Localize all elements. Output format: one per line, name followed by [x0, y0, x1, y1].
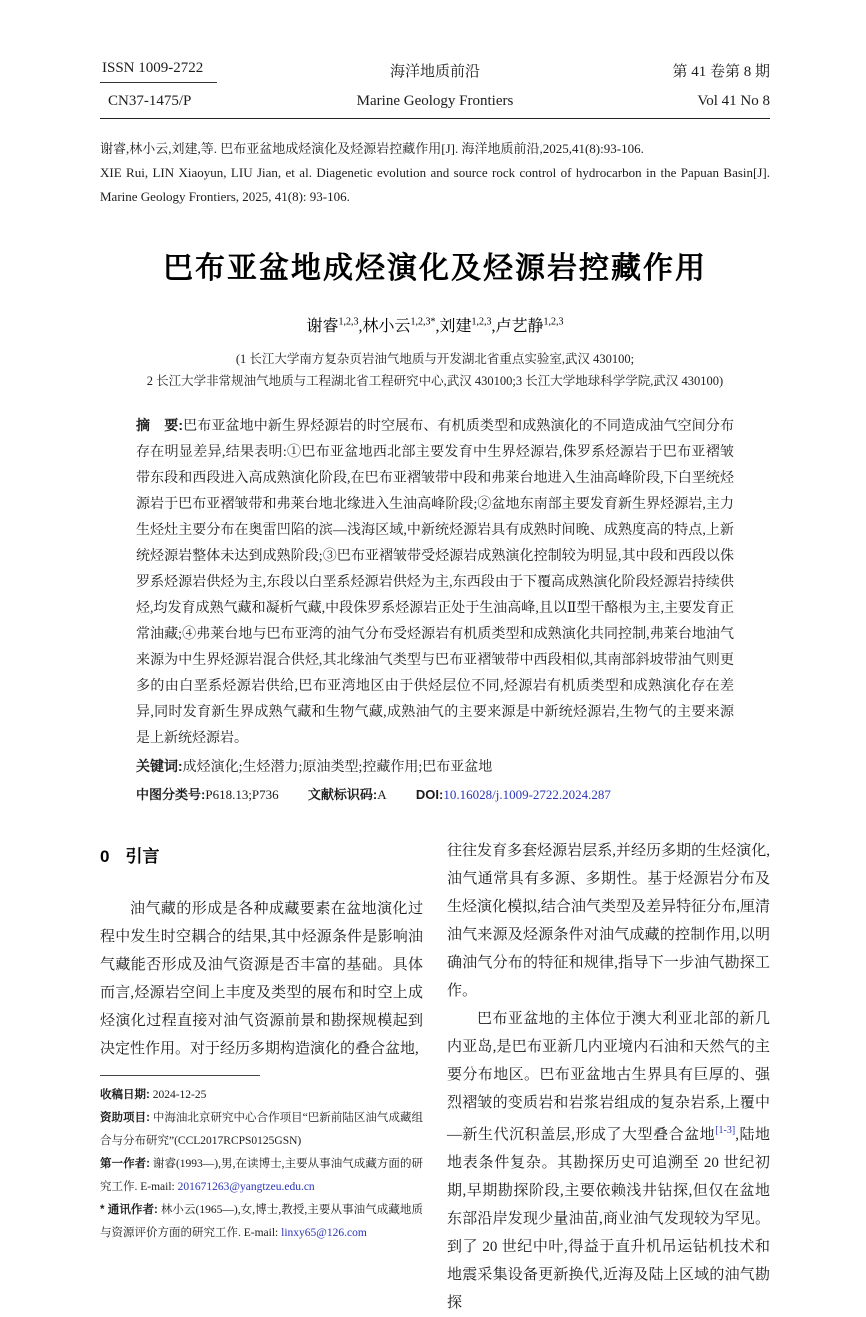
- section-heading-intro: [100, 843, 423, 871]
- abstract: [136, 412, 734, 752]
- doi-label: DOI:: [415, 787, 444, 802]
- corresponding-author-text: 林小云(1965—),女,博士,教授,主要从事油气成藏地质与资源评价方面的研究工作. E-mail:: [100, 1204, 424, 1239]
- body-columns: [100, 837, 770, 1317]
- author-separator: ,: [435, 318, 440, 335]
- footnote-corresponding-author: [100, 1199, 423, 1245]
- footnote-received: [100, 1084, 423, 1107]
- keywords-line: [136, 754, 734, 780]
- journal-header: [100, 60, 770, 110]
- doi-group: [416, 787, 611, 802]
- corresponding-author-email[interactable]: linxy65@126.com: [281, 1227, 367, 1239]
- author-name: 谢睿: [306, 318, 339, 335]
- received-date: 2024-12-25: [152, 1089, 207, 1101]
- abstract-label: 摘 要:: [136, 417, 184, 433]
- body-paragraph-continuation: 往往发育多套烃源岩层系,并经历多期的生烃演化,油气通常具有多源、多期性。基于烃源岩分布及生烃演化模拟,结合油气类型及差异特征分布,厘清油气来源及烃源条件对油气成藏的控制作用,以明确油气分布的特征和规律,指导下一步油气勘探工作。: [447, 843, 770, 999]
- paper-title: 巴布亚盆地成烃演化及烃源岩控藏作用: [163, 252, 707, 285]
- body-paragraph-basin: [447, 1005, 770, 1317]
- paragraph-text: ,陆地地表条件复杂。其勘探历史可追溯至 20 世纪初期,早期勘探阶段,主要依赖浅井钻探,但仅在盆地东部沿岸发现少量油苗,商业油气发现较为罕见。到了 20 世纪中叶,得益于直升机吊运钻机技术和地震采集设备更新换代,近海及陆上区域的油气勘探: [447, 1127, 770, 1311]
- citation-block: [100, 137, 770, 209]
- footnote-divider: [100, 1075, 260, 1076]
- clc-value: P618.13;P736: [205, 787, 279, 802]
- affiliations: [100, 348, 770, 392]
- footnote-fund: [100, 1107, 423, 1153]
- received-label: 收稿日期:: [100, 1089, 150, 1101]
- fund-text: 中海油北京研究中心合作项目“巴新前陆区油气成藏组合与分布研究”(CCL2017RCPS0125GSN): [100, 1112, 423, 1147]
- author-line: [100, 313, 770, 336]
- doc-code-group: [308, 787, 387, 802]
- issn-number: ISSN 1009-2722: [100, 60, 217, 83]
- affiliation-line: 2 长江大学非常规油气地质与工程湖北省工程研究中心,武汉 430100;3 长江大学地球科学学院,武汉 430100): [146, 374, 724, 388]
- footnote-first-author: [100, 1153, 423, 1199]
- author-name: 刘建: [439, 318, 472, 335]
- author-affil-sup: 1,2,3: [471, 316, 492, 328]
- clc-label: 中图分类号:: [136, 787, 206, 802]
- doc-code-value: A: [377, 787, 387, 802]
- doc-code-label: 文献标识码:: [307, 787, 378, 802]
- header-rule: [100, 118, 770, 119]
- intro-paragraph: 油气藏的形成是各种成藏要素在盆地演化过程中发生时空耦合的结果,其中烃源条件是影响油气藏能否形成及油气资源是否丰富的基础。具体而言,烃源岩空间上丰度及类型的展布和时空上成烃演化过程直接对油气资源前景和勘探规模起到决定性作用。对于经历多期构造演化的叠合盆地,: [100, 901, 423, 1057]
- section-title: 引言: [125, 847, 160, 866]
- footnote-block: [100, 1084, 423, 1245]
- author-affil-sup: 1,2,3: [543, 316, 564, 328]
- header-left: [100, 60, 270, 110]
- author-name: 林小云: [362, 318, 411, 335]
- author-separator: ,: [491, 318, 496, 335]
- volume-issue-cn: 第 41 卷第 8 期: [672, 64, 770, 80]
- first-author-label: 第一作者:: [100, 1158, 150, 1170]
- citation-chinese: 谢睿,林小云,刘建,等. 巴布亚盆地成烃演化及烃源岩控藏作用[J]. 海洋地质前沿,2025,41(8):93-106.: [100, 141, 644, 156]
- corresponding-author-label: * 通讯作者:: [100, 1204, 158, 1216]
- author-name: 卢艺静: [495, 318, 544, 335]
- reference-citation-sup[interactable]: [1-3]: [715, 1125, 736, 1136]
- meta-line: [136, 782, 734, 807]
- right-column: [447, 837, 770, 1317]
- journal-name-cn: 海洋地质前沿: [389, 64, 480, 80]
- header-center: [270, 60, 600, 110]
- first-author-text: 谢睿(1993—),男,在读博士,主要从事油气成藏方面的研究工作. E-mail:: [100, 1158, 423, 1193]
- left-column: [100, 837, 423, 1317]
- first-author-email[interactable]: 201671263@yangtzeu.edu.cn: [177, 1181, 315, 1193]
- author-affil-sup: 1,2,3: [338, 316, 359, 328]
- author-affil-sup: 1,2,3*: [410, 316, 436, 328]
- keywords-label: 关键词:: [136, 758, 183, 774]
- paragraph-text: 巴布亚盆地的主体位于澳大利亚北部的新几内亚岛,是巴布亚新几内亚境内石油和天然气的主要分布地区。巴布亚盆地古生界具有巨厚的、强烈褶皱的变质岩和岩浆岩组成的复杂岩系,上覆中—新生代沉积盖层,形成了大型叠合盆地: [447, 1011, 770, 1143]
- citation-english: XIE Rui, LIN Xiaoyun, LIU Jian, et al. Diagenetic evolution and source rock control of hydrocarbon in the Papuan Basin[J]. Marine Geology Frontiers, 2025, 41(8): 93-106.: [100, 165, 770, 204]
- cn-number: CN37-1475/P: [108, 93, 192, 109]
- header-right: [600, 60, 770, 110]
- author-separator: ,: [358, 318, 363, 335]
- clc-group: [136, 787, 279, 802]
- abstract-text: 巴布亚盆地中新生界烃源岩的时空展布、有机质类型和成熟演化的不同造成油气空间分布存在明显差异,结果表明:①巴布亚盆地西北部主要发育中生界烃源岩,侏罗系烃源岩于巴布亚褶皱带东段和西段进入高成熟演化阶段,在巴布亚褶皱带中段和弗莱台地进入生油高峰阶段,下白垩统烃源岩于巴布亚褶皱带和弗莱台地北缘进入生油高峰阶段;②盆地东南部主要发育新生界烃源岩,主力生烃灶主要分布在奥雷凹陷的滨—浅海区域,中新统烃源岩具有成熟时间晚、成熟度高的特点,上新统烃源岩整体未达到成熟阶段;③巴布亚褶皱带受烃源岩成熟演化控制较为明显,其中段和西段以侏罗系烃源岩供烃为主,东段以白垩系烃源岩供烃为主,东西段由于下覆高成熟演化阶段烃源岩持续供烃,均发育成熟气藏和凝析气藏,中段侏罗系烃源岩正处于生油高峰,且以Ⅱ型干酪根为主,主要发育正常油藏;④弗莱台地与巴布亚湾的油气分布受烃源岩有机质类型和成熟演化共同控制,弗莱台地油气来源为中生界烃源岩混合供烃,其北缘油气类型与巴布亚褶皱带中西段相似,其南部斜坡带油气则更多的由白垩系烃源岩供给,巴布亚湾地区由于供烃层位不同,烃源岩有机质类型和成熟演化存在差异,同时发育新生界成熟气藏和生物气藏,成熟油气的主要来源是中新统烃源岩,生物气的主要来源是上新统烃源岩。: [136, 419, 734, 746]
- journal-name-en: Marine Geology Frontiers: [356, 93, 514, 109]
- fund-label: 资助项目:: [100, 1112, 150, 1124]
- volume-issue-en: Vol 41 No 8: [697, 93, 770, 109]
- keywords-text: 成烃演化;生烃潜力;原油类型;控藏作用;巴布亚盆地: [182, 760, 493, 775]
- doi-link[interactable]: 10.16028/j.1009-2722.2024.287: [443, 787, 611, 802]
- section-number: 0: [100, 847, 110, 866]
- affiliation-line: (1 长江大学南方复杂页岩油气地质与开发湖北省重点实验室,武汉 430100;: [235, 352, 635, 366]
